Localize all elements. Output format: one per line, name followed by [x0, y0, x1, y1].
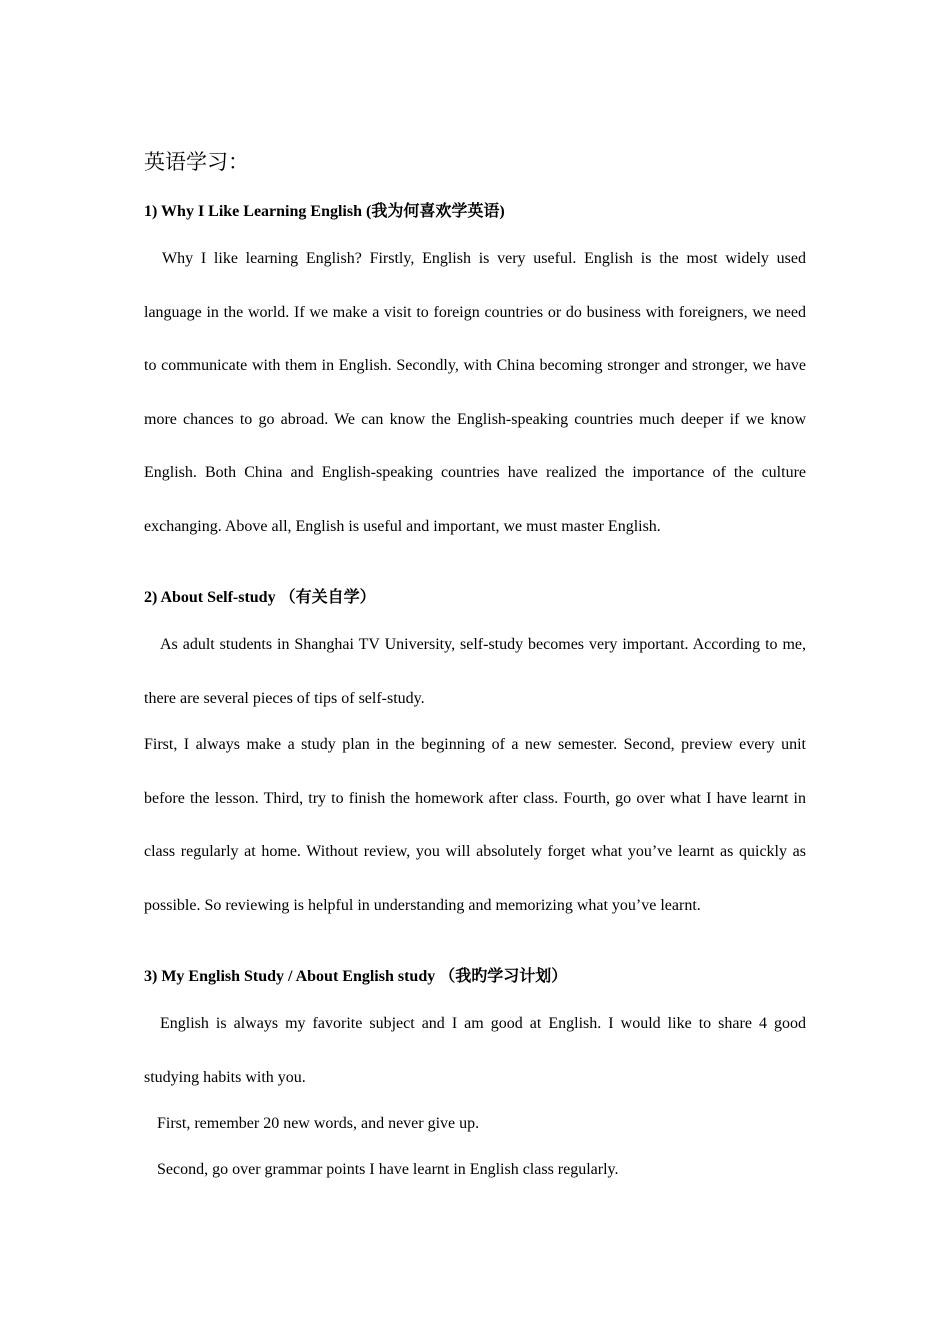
section-3-heading: 3) My English Study / About English study （我旳学习计划） — [144, 968, 568, 985]
section-1-paragraph-1: Why I like learning English? Firstly, English is very useful. English is the most widely used language in the world. If we make a visit to foreign countries or do business with foreigners, we need to communicate with them in English. Secondly, with China becoming stronger and stronger, we have more chances to go abroad. We can know the English-speaking countries much deeper if we know English. Both China and English-speaking countries have realized the importance of the culture exchanging. Above all, English is useful and important, we must master English. — [144, 250, 806, 535]
section-1-heading: 1) Why I Like Learning English (我为何喜欢学英语) — [144, 203, 505, 220]
section-3-paragraph-3: Second, go over grammar points I have learnt in English class regularly. — [157, 1161, 619, 1178]
section-3-paragraph-1: English is always my favorite subject and I am good at English. I would like to share 4 good studying habits with you. — [144, 1015, 806, 1086]
section-2-paragraph-1: As adult students in Shanghai TV University, self-study becomes very important. According to me, there are several pieces of tips of self-study. — [144, 636, 806, 707]
section-2-paragraph-2: First, I always make a study plan in the beginning of a new semester. Second, preview every unit before the lesson. Third, try to finish the homework after class. Fourth, go over what I have learnt in class regularly at home. Without review, you will absolutely forget what you’ve learnt as quickly as possible. So reviewing is helpful in understanding and memorizing what you’ve learnt. — [144, 736, 806, 914]
section-2-heading: 2) About Self-study （有关自学） — [144, 589, 376, 606]
section-3-paragraph-2: First, remember 20 new words, and never give up. — [157, 1115, 480, 1132]
document-title: 英语学习： — [144, 150, 249, 174]
